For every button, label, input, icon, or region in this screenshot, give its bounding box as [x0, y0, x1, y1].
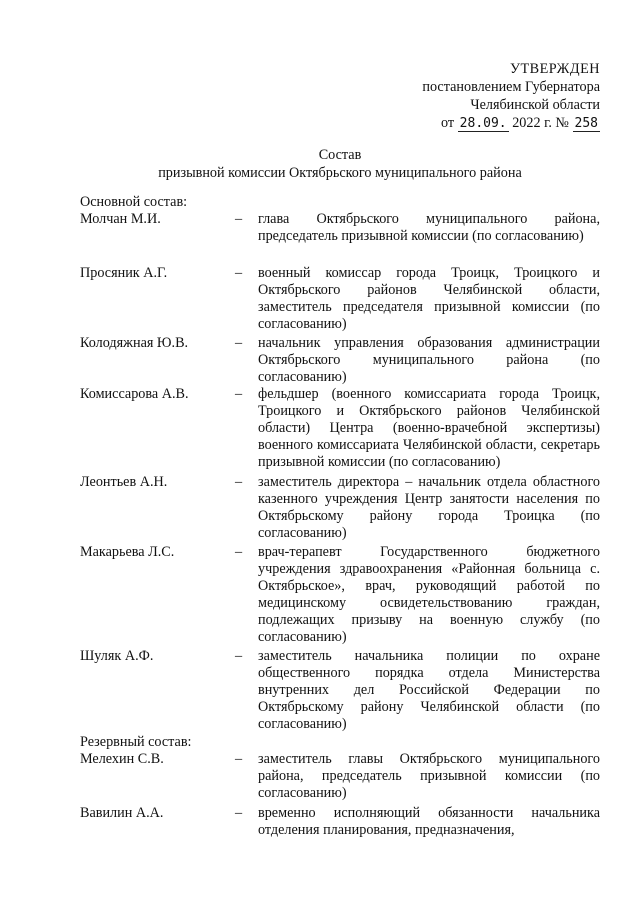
member-dash: –	[235, 335, 243, 351]
approval-number: 258	[574, 116, 598, 131]
title-line-1: Состав	[318, 147, 362, 163]
member-description: заместитель начальника полиции по охране общественного порядка отдела Министерства внутренних дел Российской Федерации по Октябрьскому району Челябинской области (по согласованию)	[258, 648, 600, 732]
approval-stamp	[380, 60, 600, 133]
member-dash: –	[235, 805, 243, 821]
member-description: врач-терапевт Государственного бюджетного учреждения здравоохранения «Районная больница с. Октябрьское», врач, руководящий работой по медицинскому освидетельствованию граждан, подлежащих призыву на военную службу (по согласованию)	[258, 544, 600, 645]
member-dash: –	[235, 474, 243, 490]
member-description: военный комиссар города Троицк, Троицкого и Октябрьского районов Челябинской области, заместитель председателя призывной комиссии (по согласованию)	[258, 265, 600, 332]
approval-decree: постановлением Губернатора	[422, 79, 600, 95]
member-dash: –	[235, 648, 243, 664]
member-description: заместитель главы Октябрьского муниципального района, председатель призывной комиссии (по согласованию)	[258, 751, 600, 801]
member-description: глава Октябрьского муниципального района, председатель призывной комиссии (по согласованию)	[258, 211, 600, 244]
member-name: Просяник А.Г.	[80, 265, 168, 281]
approval-date: 28.09.	[459, 116, 507, 131]
member-dash: –	[235, 544, 243, 560]
main-section-heading: Основной состав:	[80, 194, 188, 210]
member-name: Шуляк А.Ф.	[80, 648, 154, 664]
reserve-section-heading: Резервный состав:	[80, 734, 192, 750]
member-name: Мелехин С.В.	[80, 751, 164, 767]
approval-region: Челябинской области	[470, 97, 600, 113]
member-description: начальник управления образования администрации Октябрьского муниципального района (по согласованию)	[258, 335, 600, 385]
document-title	[60, 146, 620, 182]
member-name: Леонтьев А.Н.	[80, 474, 168, 490]
approval-date-line	[380, 114, 600, 133]
approval-year: 2022 г. №	[512, 115, 569, 131]
member-name: Макарьева Л.С.	[80, 544, 175, 560]
member-dash: –	[235, 265, 243, 281]
member-dash: –	[235, 751, 243, 767]
member-name: Комиссарова А.В.	[80, 386, 189, 402]
title-line-2: призывной комиссии Октябрьского муниципального района	[158, 165, 522, 181]
member-name: Вавилин А.А.	[80, 805, 164, 821]
approval-title: УТВЕРЖДЕН	[509, 61, 600, 77]
member-name: Молчан М.И.	[80, 211, 161, 227]
member-description: временно исполняющий обязанности начальника отделения планирования, предназначения,	[258, 805, 600, 838]
approval-prefix: от	[441, 115, 455, 131]
member-description: фельдшер (военного комиссариата города Троицк, Троицкого и Октябрьского районов Челябинской области) Центра (военно-врачебной экспертизы) военного комиссариата Челябинской области, секретарь призывной комиссии (по согласованию)	[258, 386, 600, 470]
member-dash: –	[235, 386, 243, 402]
member-name: Колодяжная Ю.В.	[80, 335, 189, 351]
member-description: заместитель директора – начальник отдела областного казенного учреждения Центр занятости населения по Октябрьскому району города Троицка (по согласованию)	[258, 474, 600, 541]
member-dash: –	[235, 211, 243, 227]
